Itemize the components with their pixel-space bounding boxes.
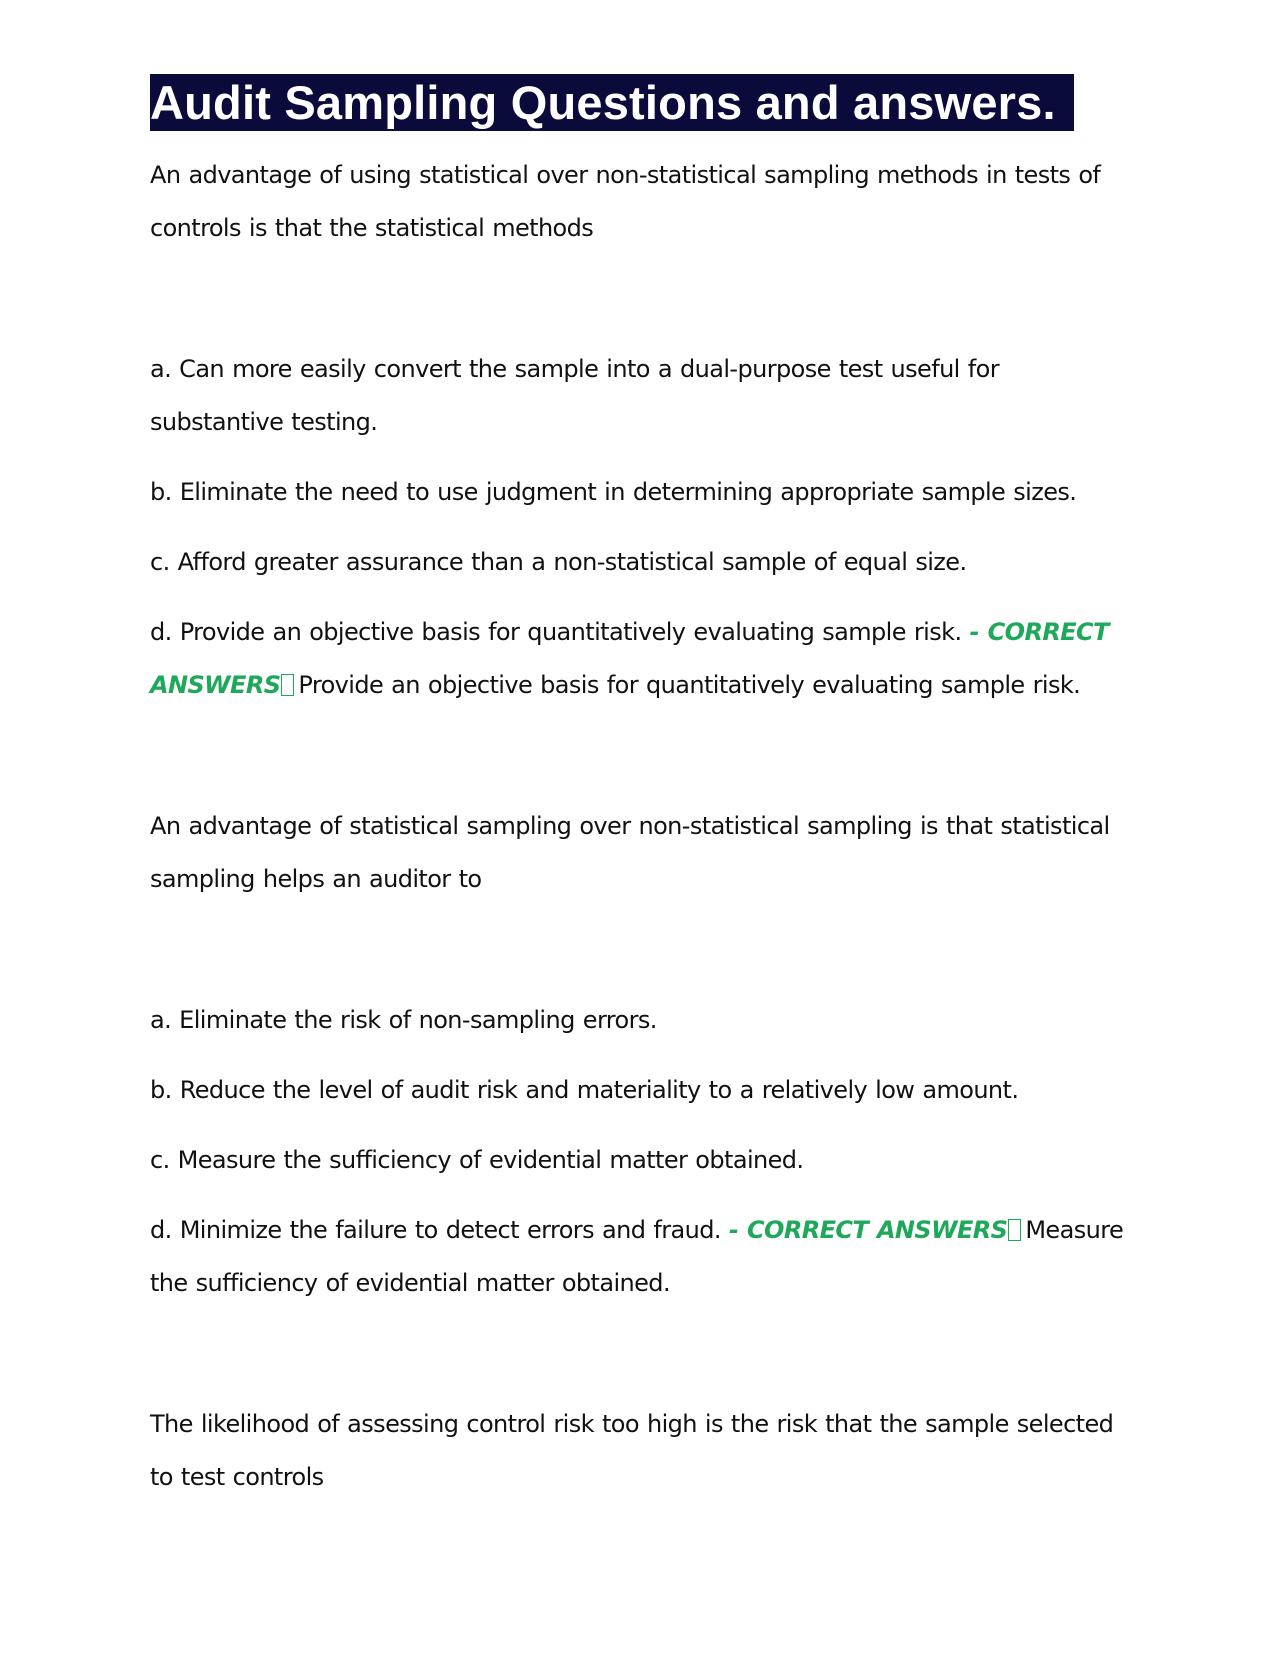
question-2-answer: Measure the sufficiency of evidential matter obtained. [150, 1216, 1124, 1297]
question-1-option-d-with-answer [150, 606, 1140, 712]
question-2 [150, 800, 1140, 1310]
question-3 [150, 1398, 1140, 1504]
question-2-option-d-with-answer [150, 1204, 1140, 1310]
question-2-option-c: c. Measure the sufficiency of evidential matter obtained. [150, 1146, 804, 1174]
question-1-correct-label: - CORRECT ANSWERS [150, 618, 1109, 699]
question-1-option-d: d. Provide an objective basis for quantitatively evaluating sample risk. [150, 618, 962, 646]
question-2-option-b: b. Reduce the level of audit risk and materiality to a relatively low amount. [150, 1076, 1019, 1104]
question-1 [150, 149, 1140, 712]
question-1-stem: An advantage of using statistical over non-statistical sampling methods in tests of controls is that the statistical methods [150, 161, 1101, 242]
missing-glyph-box-icon [1008, 1219, 1021, 1241]
missing-glyph-box-icon [281, 674, 294, 696]
document-page [150, 74, 1140, 1504]
question-3-stem: The likelihood of assessing control risk too high is the risk that the sample selected to test controls [150, 1410, 1114, 1491]
document-title: Audit Sampling Questions and answers. [150, 74, 1074, 131]
question-1-option-c: c. Afford greater assurance than a non-statistical sample of equal size. [150, 548, 967, 576]
question-2-stem: An advantage of statistical sampling over non-statistical sampling is that statistical sampling helps an auditor to [150, 812, 1110, 893]
question-1-option-b: b. Eliminate the need to use judgment in determining appropriate sample sizes. [150, 478, 1077, 506]
question-2-option-d: d. Minimize the failure to detect errors and fraud. [150, 1216, 721, 1244]
question-2-option-a: a. Eliminate the risk of non-sampling errors. [150, 1006, 657, 1034]
question-2-correct-label: - CORRECT ANSWERS [728, 1216, 1008, 1244]
question-1-answer: Provide an objective basis for quantitatively evaluating sample risk. [298, 671, 1081, 699]
question-1-option-a: a. Can more easily convert the sample into a dual-purpose test useful for substantive testing. [150, 355, 999, 436]
